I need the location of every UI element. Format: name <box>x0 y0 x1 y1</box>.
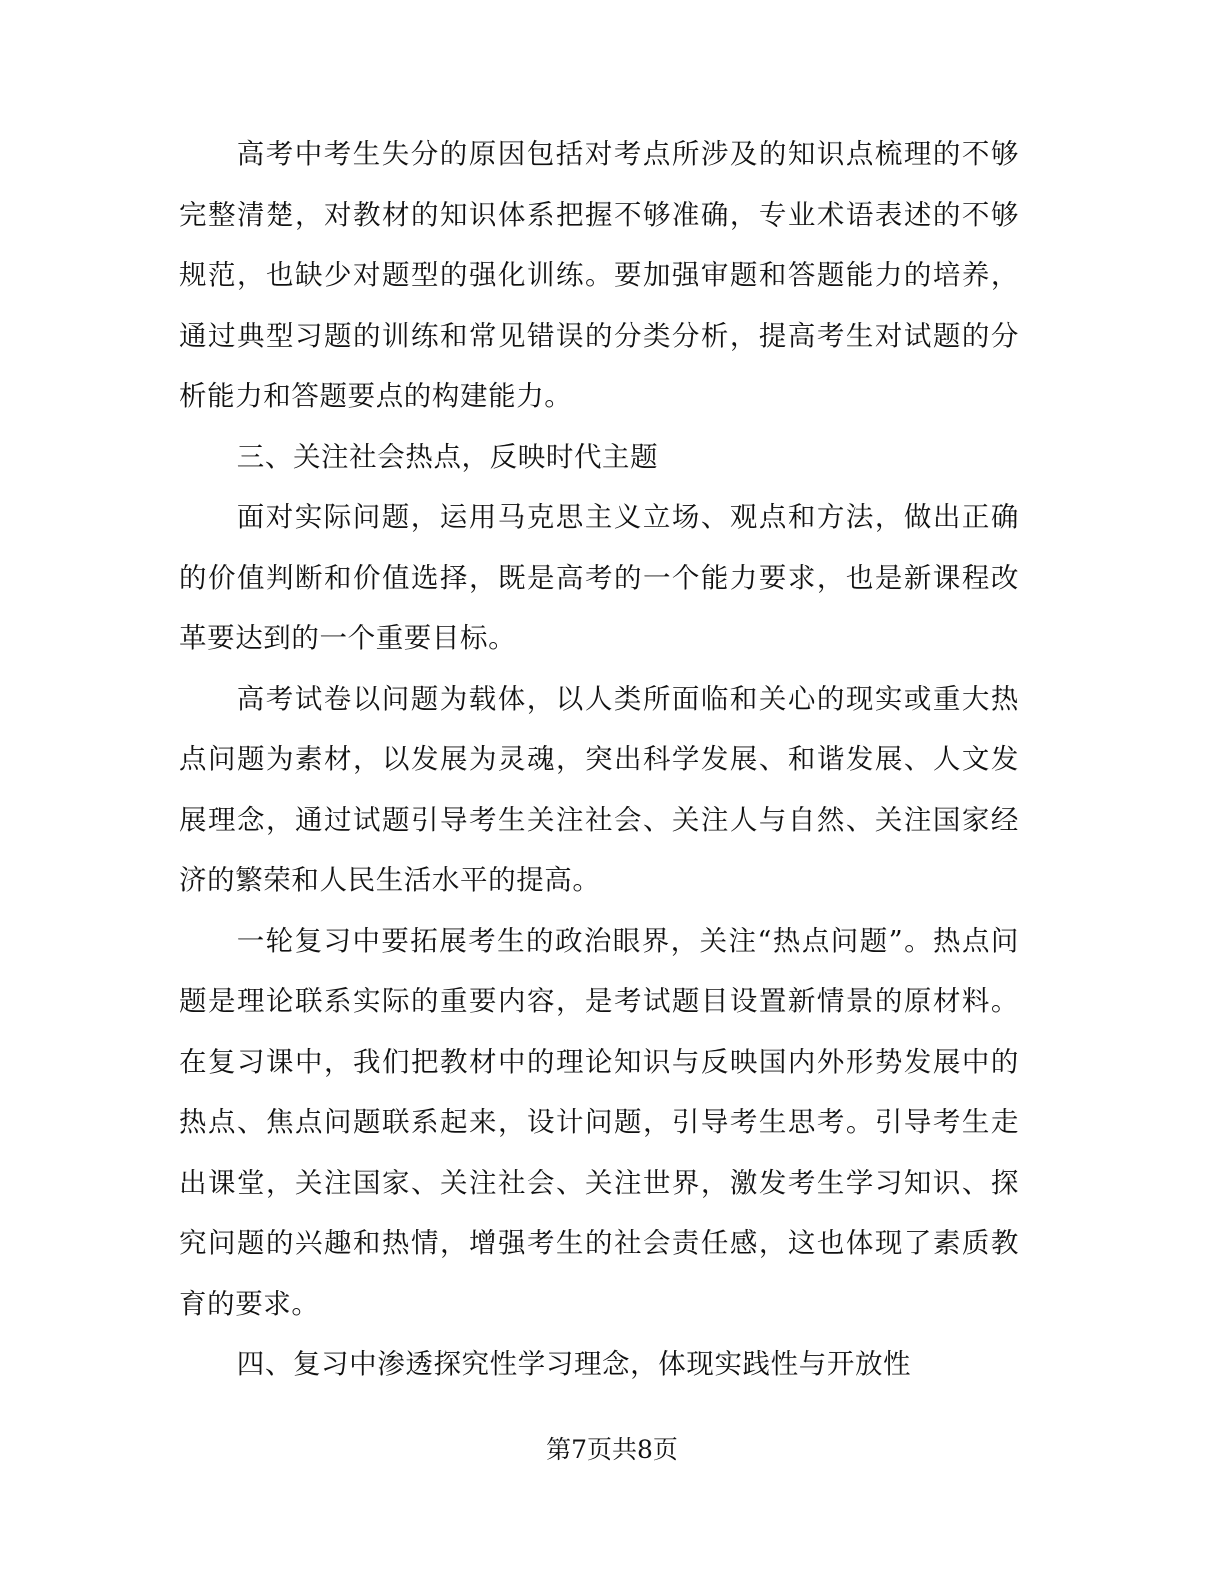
paragraph-exam-paper: 高考试卷以问题为载体，以人类所面临和关心的现实或重大热点问题为素材，以发展为灵魂，突出科学发展、和谐发展、人文发展理念，通过试题引导考生关注社会、关注人与自然、关注国家经济的繁荣和人民生活水平的提高。 <box>179 682 1019 896</box>
section-heading-4: 四、复习中渗透探究性学习理念，体现实践性与开放性 <box>236 1348 912 1380</box>
page-number: 第7页共8页 <box>546 1435 678 1464</box>
paragraph-hot-topics: 一轮复习中要拓展考生的政治眼界，关注“热点问题”。热点问题是理论联系实际的重要内容，是考试题目设置新情景的原材料。在复习课中，我们把教材中的理论知识与反映国内外形势发展中的热点、焦点问题联系起来，设计问题，引导考生思考。引导考生走出课堂，关注国家、关注社会、关注世界，激发考生学习知识、探究问题的兴趣和热情，增强考生的社会责任感，这也体现了素质教育的要求。 <box>179 924 1019 1320</box>
document-body <box>179 124 1019 1395</box>
paragraph-practical-problems: 面对实际问题，运用马克思主义立场、观点和方法，做出正确的价值判断和价值选择，既是高考的一个能力要求，也是新课程改革要达到的一个重要目标。 <box>179 501 1019 654</box>
paragraph-exam-errors: 高考中考生失分的原因包括对考点所涉及的知识点梳理的不够完整清楚，对教材的知识体系把握不够准确，专业术语表述的不够规范，也缺少对题型的强化训练。要加强审题和答题能力的培养，通过典型习题的训练和常见错误的分类分析，提高考生对试题的分析能力和答题要点的构建能力。 <box>179 138 1019 412</box>
section-heading-3: 三、关注社会热点，反映时代主题 <box>236 440 659 473</box>
